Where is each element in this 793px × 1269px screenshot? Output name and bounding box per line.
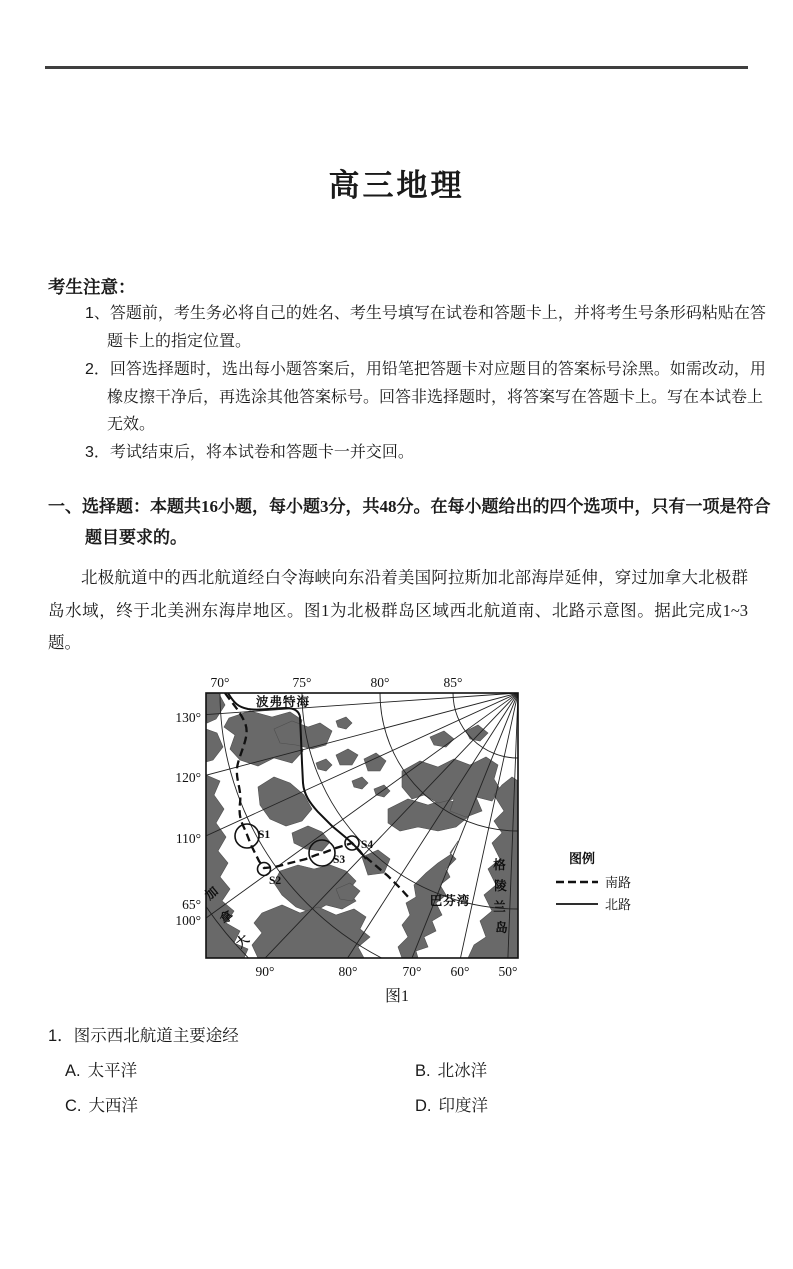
svg-text:90°: 90° — [255, 964, 275, 979]
notice-item-3-text: 考试结束后，将本试卷和答题卡一并交回。 — [109, 444, 414, 461]
notice-heading: 考生注意： — [48, 277, 136, 297]
svg-text:陵: 陵 — [494, 879, 508, 893]
notice-item-1-text: 答题前，考生务必将自己的姓名、考生号填写在试卷和答题卡上，并将考生号条形码粘贴在答题卡上的指定位置。 — [107, 305, 766, 350]
figure-map — [150, 663, 650, 1011]
svg-text:65°: 65° — [182, 897, 201, 912]
svg-text:兰: 兰 — [493, 900, 507, 914]
svg-text:岛: 岛 — [495, 921, 509, 935]
option-c — [65, 1092, 138, 1116]
option-d-text: 印度洋 — [438, 1096, 488, 1115]
option-a — [65, 1057, 137, 1081]
svg-text:120°: 120° — [175, 770, 201, 785]
notice-item-1-marker: 1、 — [85, 305, 110, 322]
passage-text: 北极航道中的西北航道经白令海峡向东沿着美国阿拉斯加北部海岸延伸，穿过加拿大北极群岛水域，终于北美洲东海岸地区。图1为北极群岛区域西北航道南、北路示意图。据此完成1~3题。 — [48, 568, 748, 652]
beaufort-sea-label: 波弗特海 — [255, 695, 311, 709]
option-d-label: D. — [415, 1097, 432, 1115]
waypoint-s3-label: S3 — [333, 854, 346, 866]
svg-text:110°: 110° — [175, 831, 201, 846]
notice-item-3-marker: 3． — [85, 444, 110, 461]
legend-title: 图例 — [568, 851, 596, 866]
svg-text:80°: 80° — [338, 964, 358, 979]
notice-item-1 — [85, 300, 769, 355]
option-a-label: A. — [65, 1062, 81, 1080]
option-d — [415, 1092, 488, 1116]
map-legend — [556, 851, 631, 912]
waypoint-s4-label: S4 — [361, 839, 374, 851]
section-heading: 一、选择题：本题共16小题，每小题3分，共48分。在每小题给出的四个选项中，只有一项是符合题目要求的。 — [48, 497, 771, 547]
option-b-text: 北冰洋 — [437, 1061, 488, 1080]
option-b — [415, 1057, 487, 1081]
svg-text:60°: 60° — [450, 964, 470, 979]
figure-caption: 图1 — [384, 988, 410, 1005]
svg-text:80°: 80° — [370, 675, 390, 690]
option-a-text: 太平洋 — [87, 1061, 138, 1080]
question-1 — [48, 1022, 239, 1046]
notice-item-2-text: 回答选择题时，选出每小题答案后，用铅笔把答题卡对应题目的答案标号涂黑。如需改动，用橡皮擦干净后，再选涂其他答案标号。回答非选择题时，将答案写在答题卡上。写在本试卷上无效。 — [107, 361, 766, 433]
notice-item-2 — [85, 356, 769, 439]
header-rule — [45, 66, 748, 69]
legend-north-label: 北路 — [605, 897, 632, 912]
svg-text:加: 加 — [202, 883, 222, 903]
svg-text:85°: 85° — [443, 675, 463, 690]
notice-item-2-marker: 2． — [85, 361, 110, 378]
question-1-marker: 1． — [48, 1027, 74, 1045]
waypoint-s2-label: S2 — [269, 875, 282, 887]
waypoint-s1-label: S1 — [258, 829, 271, 841]
question-1-stem: 图示西北航道主要途经 — [73, 1026, 239, 1045]
svg-text:70°: 70° — [402, 964, 422, 979]
svg-text:拿: 拿 — [217, 907, 237, 927]
svg-text:70°: 70° — [210, 675, 230, 690]
svg-text:大: 大 — [233, 931, 253, 951]
baffin-bay-label: 巴芬湾 — [429, 894, 471, 908]
svg-text:75°: 75° — [292, 675, 312, 690]
option-b-label: B. — [415, 1062, 431, 1080]
svg-text:100°: 100° — [175, 913, 201, 928]
option-c-label: C. — [65, 1097, 82, 1115]
svg-text:格: 格 — [493, 858, 507, 872]
svg-text:130°: 130° — [175, 710, 201, 725]
option-c-text: 大西洋 — [88, 1096, 138, 1115]
notice-item-3 — [85, 439, 769, 467]
page-title: 高三地理 — [328, 168, 465, 203]
svg-text:50°: 50° — [498, 964, 518, 979]
legend-south-label: 南路 — [605, 875, 632, 890]
